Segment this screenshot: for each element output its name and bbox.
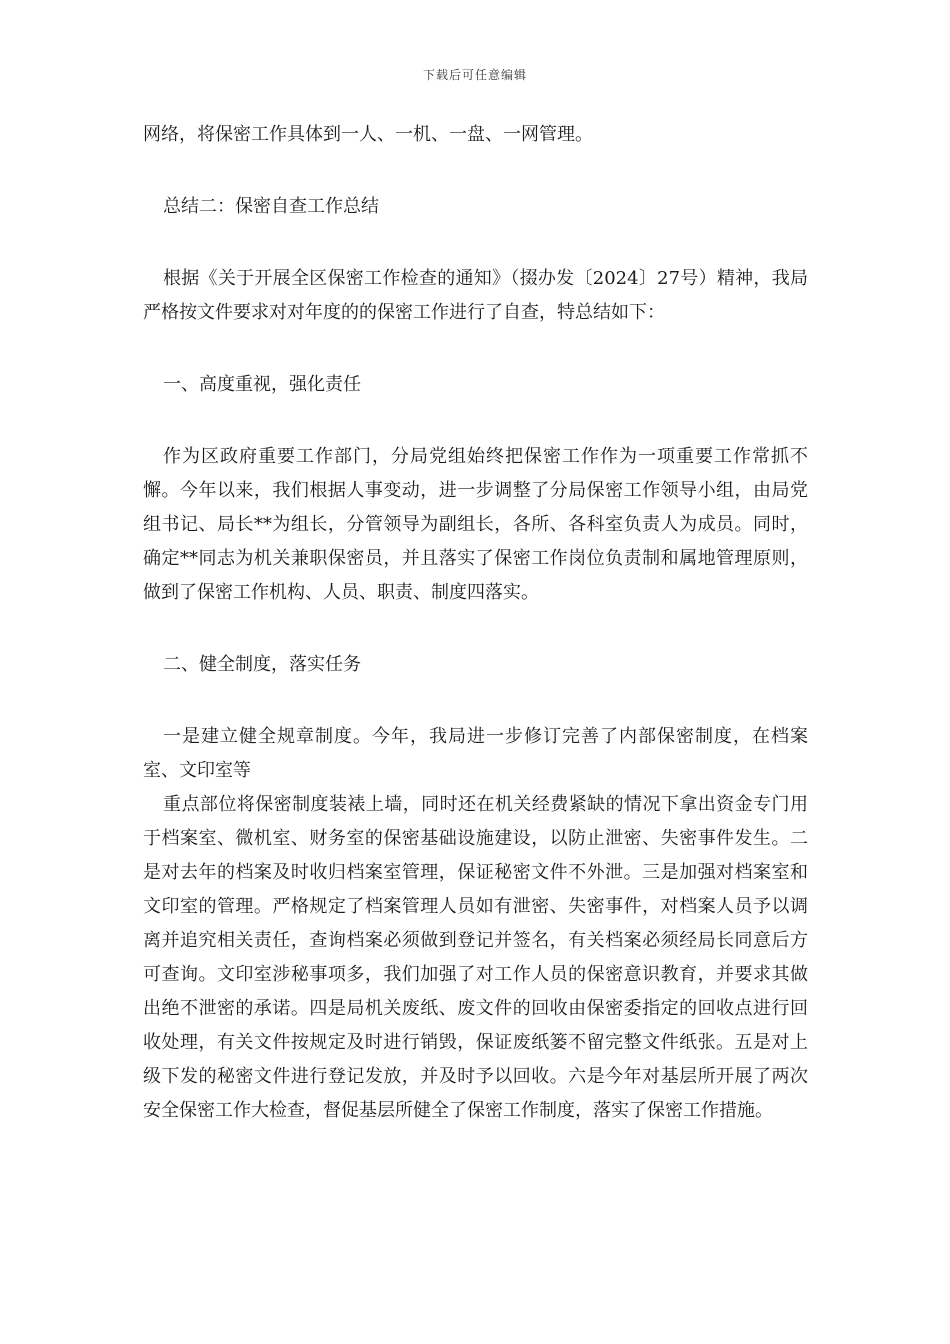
page-header: 下载后可任意编辑 xyxy=(422,68,527,82)
section-title-summary-two: 总结二：保密自查工作总结 xyxy=(163,196,379,217)
heading-two: 二、健全制度，落实任务 xyxy=(163,654,361,675)
paragraph-intro: 根据《关于开展全区保密工作检查的通知》（掇办发〔2024〕27号）精神，我局严格按文件要求对对年度的的保密工作进行了自查，特总结如下： xyxy=(143,268,808,323)
paragraph-rules-detail: 重点部位将保密制度装裱上墙，同时还在机关经费紧缺的情况下拿出资金专门用于档案室、微机室、财务室的保密基础设施建设，以防止泄密、失密事件发生。二是对去年的档案及时收归档案室管理，保证秘密文件不外泄。三是加强对档案室和文印室的管理。严格规定了档案管理人员如有泄密、失密事件，对档案人员予以调离并追究相关责任，查询档案必须做到登记并签名，有关档案必须经局长同意后方可查询。文印室涉秘事项多，我们加强了对工作人员的保密意识教育，并要求其做出绝不泄密的承诺。四是局机关废纸、废文件的回收由保密委指定的回收点进行回收处理，有关文件按规定及时进行销毁，保证废纸篓不留完整文件纸张。五是对上级下发的秘密文件进行登记发放，并及时予以回收。六是今年对基层所开展了两次安全保密工作大检查，督促基层所健全了保密工作制度，落实了保密工作措施。 xyxy=(143,794,808,1121)
paragraph-continuation: 网络，将保密工作具体到一人、一机、一盘、一网管理。 xyxy=(143,124,593,145)
paragraph-rules-start: 一是建立健全规章制度。今年，我局进一步修订完善了内部保密制度，在档案室、文印室等 xyxy=(143,726,808,781)
heading-one: 一、高度重视，强化责任 xyxy=(163,374,361,395)
paragraph-responsibility: 作为区政府重要工作部门，分局党组始终把保密工作作为一项重要工作常抓不懈。今年以来，我们根据人事变动，进一步调整了分局保密工作领导小组，由局党组书记、局长**为组长，分管领导为副组长，各所、各科室负责人为成员。同时，确定**同志为机关兼职保密员，并且落实了保密工作岗位负责制和属地管理原则，做到了保密工作机构、人员、职责、制度四落实。 xyxy=(143,446,808,603)
document-body xyxy=(143,118,808,1128)
